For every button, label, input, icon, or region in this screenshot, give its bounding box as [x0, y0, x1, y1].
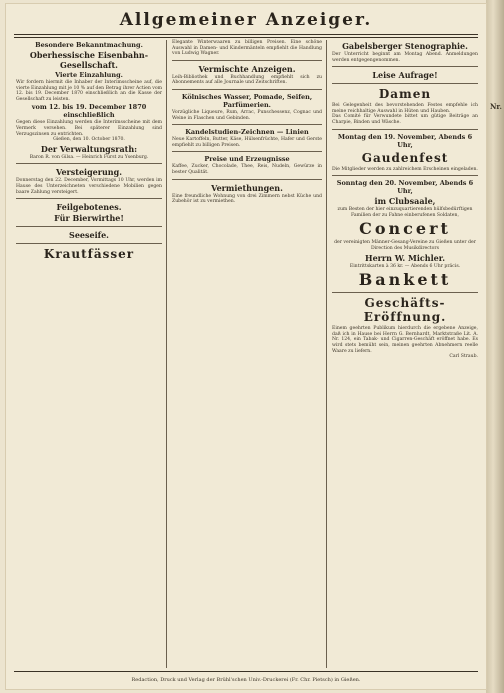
company-heading: Oberhessische Eisenbahn-Gesellschaft. — [29, 50, 149, 70]
column-divider-1 — [166, 40, 167, 668]
offer-heading: Feilgebotenes. — [56, 202, 122, 213]
separator — [332, 175, 478, 176]
grocery-body: Kaffee, Zucker, Chocolade, Thee, Reis, Nudeln, Gewürze in bester Qualität. — [172, 164, 322, 175]
inquiry-heading: Leise Aufrage! — [372, 70, 438, 81]
banquet-heading: Bankett — [358, 270, 452, 290]
separator — [16, 163, 162, 164]
steno-body: Der Unterricht beginnt am Montag Abend. Anmeldungen werden entgegengenommen. — [332, 52, 478, 63]
venue: im Clubsaale, — [374, 196, 436, 207]
choir-body: der vereinigten Männer-Gesang-Vereine zu Gießen unter der Direction des Musikdirectors — [334, 240, 476, 251]
concert-date: Sonntag den 20. November, Abends 6 Uhr, — [336, 179, 474, 196]
separator — [332, 129, 478, 130]
newspaper-page — [6, 4, 486, 689]
winter-goods: Elegante Winterwaaren zu billigen Preisen. Eine schöne Auswahl in Damen- und Kindermänteln empfiehlt die Handlung von Ludwig Wagner. — [172, 40, 322, 57]
perfume-heading: Kölnisches Wasser, Pomade, Seifen, Parfümerien. — [181, 92, 313, 109]
date-line: vom 12. bis 19. December 1870 einschließlich — [31, 103, 147, 120]
soap-heading: Seeseife. — [69, 230, 109, 241]
separator — [16, 198, 162, 199]
opening-heading: Geschäfts-Eröffnung. — [363, 296, 447, 325]
separator — [172, 124, 322, 125]
opening-body: Einem geehrten Publikum hierdurch die ergebene Anzeige, daß ich in Hause bei Herrn G. Bernhardt, Marktstraße Lit. A. Nr. 124, ein Tabak- und Cigarren-Geschäft eröffnet habe. Es wird stets bemüht sein, meinen geehrten Abnehmern reelle Waare zu liefern. — [332, 326, 478, 354]
prices-heading: Preise und Erzeugnisse — [204, 155, 290, 164]
place-date: Gießen, den 10. October 1870. — [53, 137, 125, 143]
column-2 — [172, 40, 322, 205]
masthead-title: Allgemeiner Anzeiger. — [119, 10, 373, 30]
separator — [16, 226, 162, 227]
members-body: Die Mitglieder werden zu zahlreichem Erscheinen eingeladen. — [332, 166, 478, 172]
library-body: Leih-Bibliothek und Buchhandlung empfiehlt sich zu Abonnements auf alle Journale und Zeitschriften. — [172, 74, 322, 86]
column-1 — [16, 40, 162, 263]
krauts-heading: Krautfässer — [43, 247, 135, 262]
hats-body: Bei Gelegenheit des bevorstehenden Festes empfehle ich meine reichhaltige Auswahl in Hüten und Hauben. — [332, 103, 478, 114]
tickets-body: Eintrittskarten à 36 kr. — Abends 6 Uhr präcis. — [349, 263, 461, 269]
footer-rule — [14, 671, 478, 672]
charity-body: zum Besten der hier einzuquartierenden hülfsbedürftigen Familien der zu Fahne einberufenen Soldaten, — [337, 207, 473, 218]
produce-body: Neue Kartoffeln, Butter, Käse, Hülsenfrüchte, Hafer und Gerste empfiehlt zu billigen Preisen. — [172, 137, 322, 148]
separator — [16, 243, 162, 244]
meeting-date: Montag den 19. November, Abends 6 Uhr, — [337, 132, 473, 149]
liquor-body: Vorzügliche Liqueure, Rum, Arrac, Punschessenz, Cognac und Weine in Flaschen und Gebinden. — [172, 109, 322, 121]
drawing-heading: Kandelstudien-Zeichnen — Linien — [185, 128, 309, 137]
director-name: Herrn W. Michler. — [365, 252, 445, 263]
column-divider-2 — [326, 40, 327, 668]
separator — [172, 60, 322, 61]
call-heading: Vierte Einzahlung. — [55, 71, 123, 79]
separator — [172, 151, 322, 152]
gauden-heading: Gaudenfest — [361, 150, 449, 165]
steno-heading: Gabelsberger Stenographie. — [342, 41, 468, 51]
rent-body: Eine freundliche Wohnung von drei Zimmern nebst Küche und Zubehör ist zu vermiethen. — [172, 193, 322, 205]
board-heading: Der Verwaltungsrath: — [40, 143, 138, 154]
column-3 — [332, 40, 478, 360]
board-signer: Baron R. von Gilsa. — Heinrich Fürst zu Ysenburg. — [29, 154, 149, 160]
concert-heading: Concert — [359, 219, 451, 239]
committee-body: Das Comité für Verwundete bittet um gütige Beiträge an Charpie, Binden und Wäsche. — [332, 114, 478, 125]
opening-signer: Carl Straub. — [449, 354, 478, 360]
masthead-rule-2 — [14, 37, 478, 38]
separator — [332, 66, 478, 67]
rent-heading: Vermiethungen. — [211, 182, 283, 193]
separator — [172, 89, 322, 90]
notice-heading: Besondere Bekanntmachung. — [35, 41, 143, 49]
separator — [332, 83, 478, 84]
masthead-rule — [14, 34, 478, 35]
separator — [332, 292, 478, 293]
beer-heading: Für Bierwirthe! — [54, 213, 124, 224]
imprint-footer: Redaction, Druck und Verlag der Brühl'schen Univ.-Druckerei (Fr. Chr. Pietsch) in Gießen. — [131, 677, 361, 683]
next-page-number: Nr. — [490, 102, 502, 111]
auction-body: Donnerstag den 22. December, Vormittags 10 Uhr, werden im Hause des Unterzeichneten verschiedene Mobilien gegen baare Zahlung versteigert. — [16, 178, 162, 195]
notice-body-2: Gegen diese Einzahlung werden die Interimsscheine mit dem Vermerk versehen. Bei späterer Einzahlung sind Verzugszinsen zu entrichten. — [16, 120, 162, 137]
misc-heading: Vermischte Anzeigen. — [198, 63, 296, 74]
auction-heading: Versteigerung. — [55, 167, 122, 178]
separator — [172, 179, 322, 180]
notice-body: Wir fordern hiermit die Inhaber der Interimsscheine auf, die vierte Einzahlung mit je 10 % auf den Betrag ihrer Actien vom 12. bis 19. December 1870 einschließlich an die Kasse der Gesellschaft zu leisten. — [16, 80, 162, 102]
ladies-heading: Damen — [378, 87, 432, 102]
